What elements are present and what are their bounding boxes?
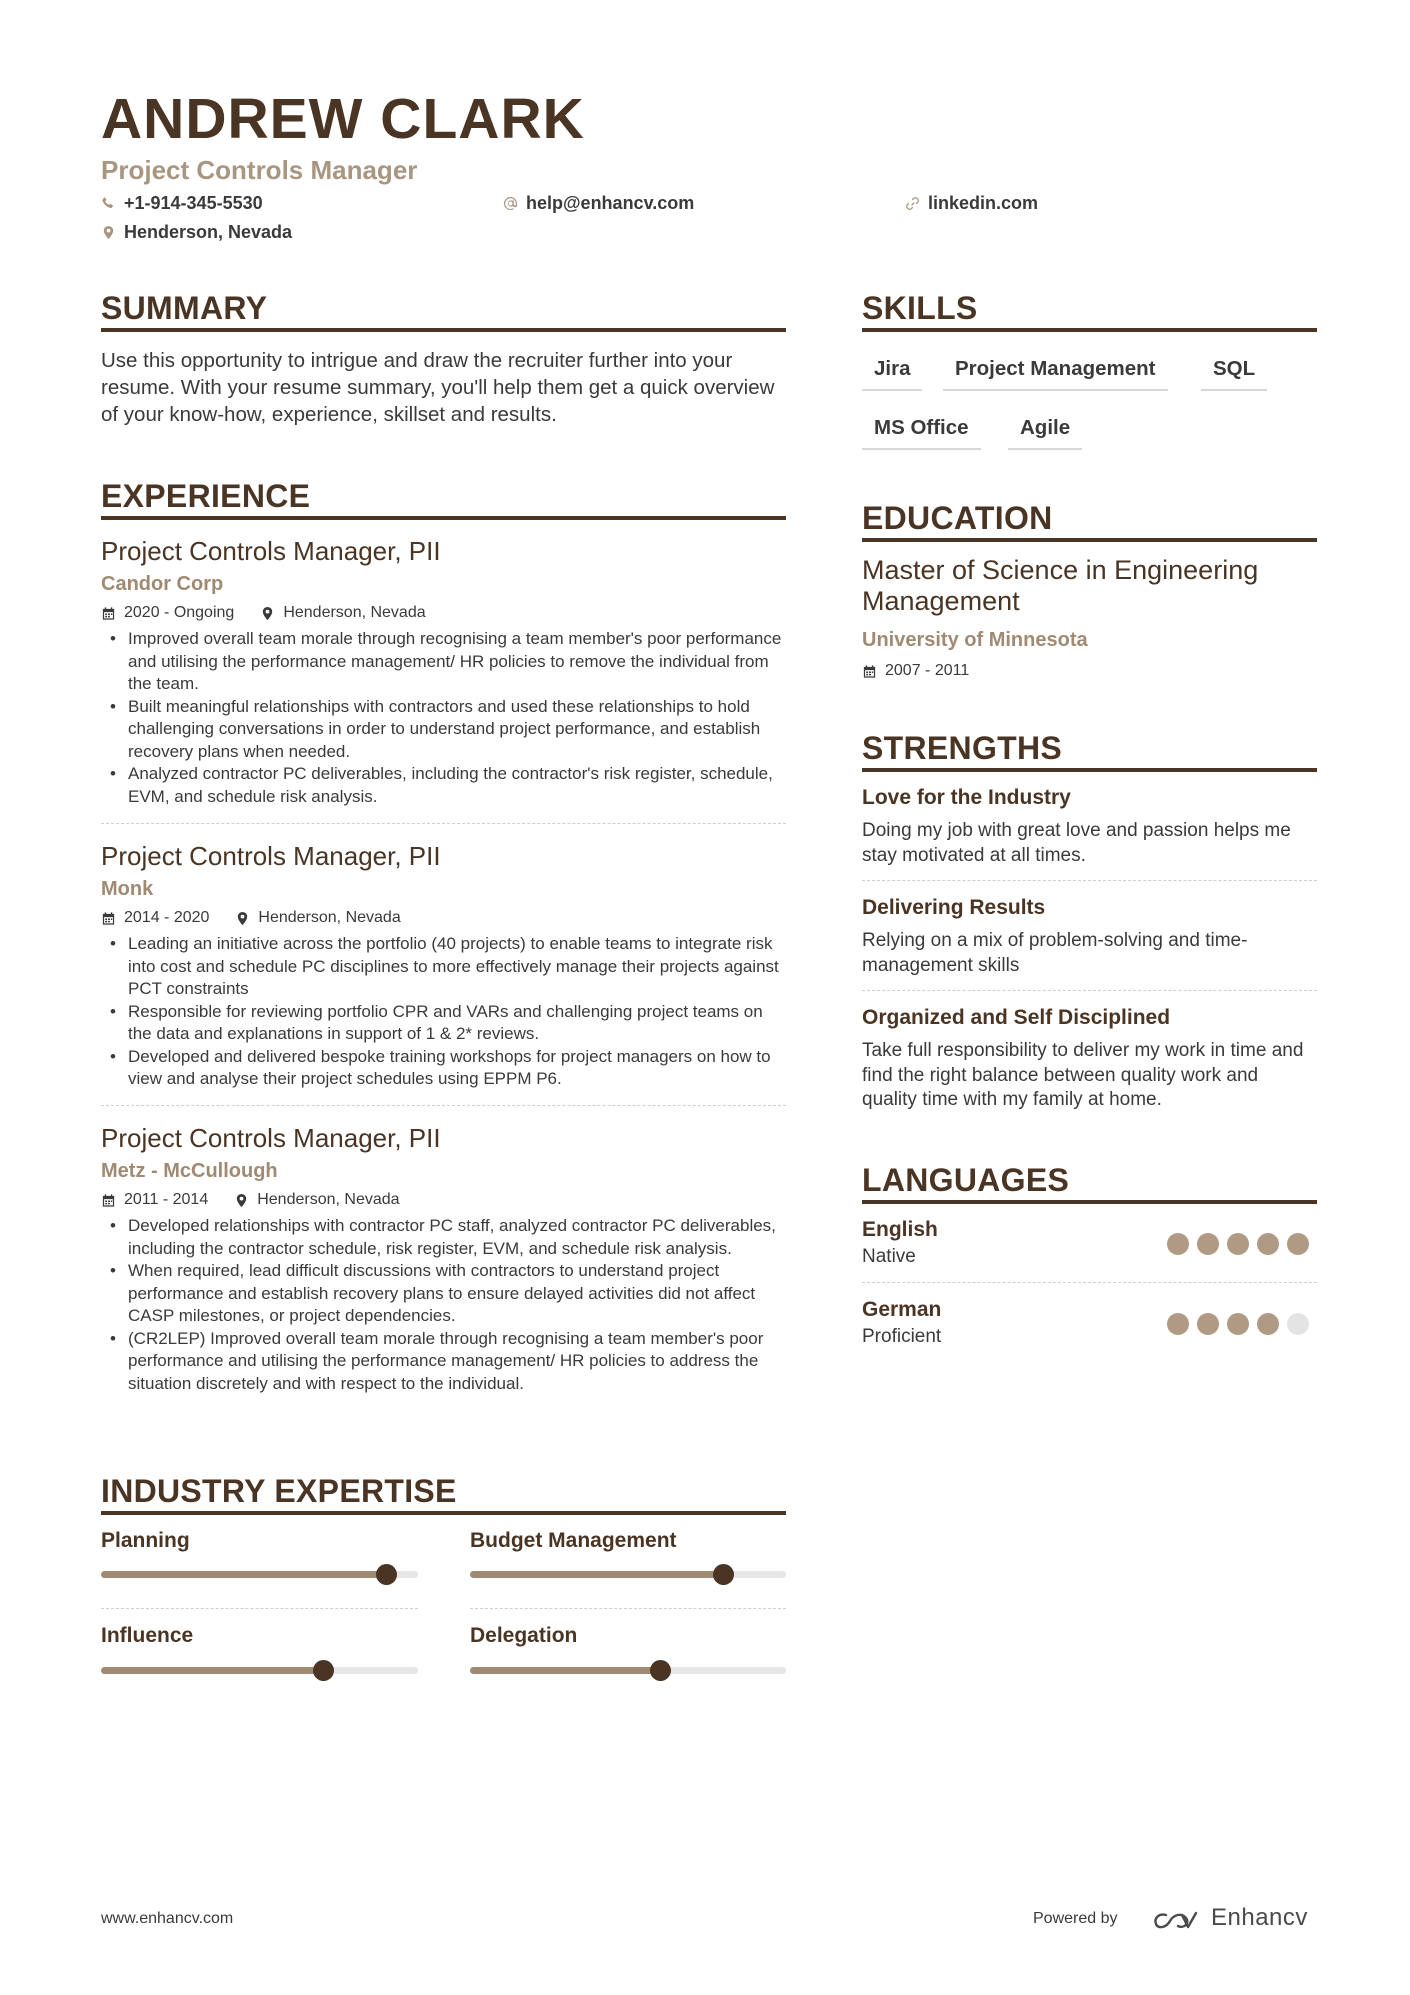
strengths-heading: STRENGTHS bbox=[862, 730, 1063, 766]
location-text: Henderson, Nevada bbox=[124, 222, 293, 242]
languages-heading: LANGUAGES bbox=[862, 1162, 1070, 1198]
expertise-label: Influence bbox=[101, 1624, 194, 1647]
rating-dot-filled bbox=[1287, 1233, 1309, 1255]
contact-phone[interactable] bbox=[101, 191, 263, 215]
email-text: help@enhancv.com bbox=[526, 193, 695, 213]
bullet-item: • Developed relationships with contractor PC staff, analyzed contractor PC deliverables, including the contractor schedule, risk register, EVM, and schedule risk analysis. bbox=[101, 1215, 786, 1260]
expertise-bar-knob bbox=[650, 1660, 671, 1681]
expertise-heading: INDUSTRY EXPERTISE bbox=[101, 1473, 457, 1509]
job-company: Candor Corp bbox=[101, 573, 224, 595]
job-separator bbox=[101, 823, 786, 824]
language-level: Native bbox=[862, 1246, 916, 1267]
language-rating bbox=[1167, 1233, 1317, 1255]
job-location: Henderson, Nevada bbox=[258, 909, 401, 926]
education-heading: EDUCATION bbox=[862, 500, 1053, 536]
languages-divider bbox=[862, 1200, 1317, 1204]
calendar-icon bbox=[101, 606, 116, 621]
job-location: Henderson, Nevada bbox=[283, 604, 426, 621]
expertise-separator bbox=[470, 1608, 786, 1609]
expertise-bar-knob bbox=[313, 1660, 334, 1681]
bullet-item: • Leading an initiative across the portfolio (40 projects) to enable teams to integrate risk into cost and schedule PC disciplines to more effectively manage their projects against PCT constraints bbox=[101, 933, 786, 1001]
location-pin-icon bbox=[234, 1193, 249, 1208]
job-company: Monk bbox=[101, 878, 154, 900]
skill-tag: MS Office bbox=[862, 414, 981, 450]
education-meta bbox=[862, 660, 969, 682]
strength-text: Relying on a mix of problem-solving and time-management skills bbox=[862, 930, 1248, 976]
job-meta bbox=[101, 1189, 786, 1211]
expertise-bar bbox=[470, 1667, 786, 1674]
phone-icon bbox=[101, 196, 116, 211]
expertise-bar-fill bbox=[470, 1667, 660, 1674]
expertise-bar-fill bbox=[101, 1571, 386, 1578]
rating-dot-filled bbox=[1197, 1313, 1219, 1335]
website-text: linkedin.com bbox=[928, 193, 1039, 213]
job-meta bbox=[101, 602, 786, 624]
expertise-label: Budget Management bbox=[470, 1529, 677, 1552]
rating-dot-filled bbox=[1257, 1313, 1279, 1335]
bullet-item: • Improved overall team morale through recognising a team member's poor performance and utilising the performance management/ HR policies to remove the individual from the team. bbox=[101, 628, 786, 696]
job-bullets bbox=[101, 628, 786, 808]
experience-item bbox=[101, 534, 786, 808]
job-separator bbox=[101, 1105, 786, 1106]
job-company: Metz - McCullough bbox=[101, 1160, 278, 1182]
footer-website[interactable]: www.enhancv.com bbox=[101, 1910, 234, 1927]
skill-tag: Project Management bbox=[943, 355, 1168, 391]
expertise-bar-fill bbox=[470, 1571, 723, 1578]
language-level: Proficient bbox=[862, 1326, 942, 1347]
language-rating bbox=[1167, 1313, 1317, 1335]
expertise-bar bbox=[470, 1571, 786, 1578]
rating-dot-filled bbox=[1227, 1313, 1249, 1335]
expertise-bar-knob bbox=[376, 1564, 397, 1585]
bullet-item: • Analyzed contractor PC deliverables, including the contractor's risk register, schedule, EVM, and schedule risk analysis. bbox=[101, 763, 786, 808]
language-name: German bbox=[862, 1298, 942, 1321]
strength-title: Delivering Results bbox=[862, 896, 1046, 919]
expertise-bar bbox=[101, 1667, 418, 1674]
experience-divider bbox=[101, 516, 786, 520]
job-title: Project Controls Manager, PII bbox=[101, 841, 441, 871]
strength-separator bbox=[862, 880, 1317, 881]
expertise-bar bbox=[101, 1571, 418, 1578]
expertise-bar-fill bbox=[101, 1667, 323, 1674]
bullet-item: • Built meaningful relationships with contractors and used these relationships to hold challenging conversations in order to understand project performance, and establish recovery plans when needed. bbox=[101, 696, 786, 764]
summary-divider bbox=[101, 328, 786, 332]
strength-title: Organized and Self Disciplined bbox=[862, 1006, 1171, 1029]
language-name: English bbox=[862, 1218, 938, 1241]
phone-text: +1-914-345-5530 bbox=[124, 193, 263, 213]
location-pin-icon bbox=[101, 225, 116, 240]
job-meta bbox=[101, 907, 786, 929]
bullet-item: • When required, lead difficult discussions with contractors to understand project performance and establish recovery plans to ensure delayed activities did not affect CASP milestones, or project dependencies. bbox=[101, 1260, 786, 1328]
expertise-bar-knob bbox=[713, 1564, 734, 1585]
candidate-name: ANDREW CLARK bbox=[101, 87, 585, 151]
job-bullets bbox=[101, 933, 786, 1091]
location-pin-icon bbox=[260, 606, 275, 621]
footer-powered-by: Powered by bbox=[1033, 1910, 1118, 1927]
strength-text: Doing my job with great love and passion helps me stay motivated at all times. bbox=[862, 820, 1291, 866]
contact-website[interactable] bbox=[905, 191, 1038, 215]
skills-heading: SKILLS bbox=[862, 290, 978, 326]
expertise-separator bbox=[101, 1608, 418, 1609]
skills-divider bbox=[862, 328, 1317, 332]
rating-dot-filled bbox=[1257, 1233, 1279, 1255]
rating-dot-filled bbox=[1227, 1233, 1249, 1255]
strength-title: Love for the Industry bbox=[862, 786, 1071, 809]
location-pin-icon bbox=[235, 911, 250, 926]
bullet-item: • (CR2LEP) Improved overall team morale through recognising a team member's poor performance and utilising the performance management/ HR policies to address the situation discretely and with respect to the individual. bbox=[101, 1328, 786, 1396]
bullet-item: • Responsible for reviewing portfolio CPR and VARs and challenging project teams on the data and explanations in support of 1 & 2* reviews. bbox=[101, 1001, 786, 1046]
rating-dot-filled bbox=[1167, 1233, 1189, 1255]
experience-heading: EXPERIENCE bbox=[101, 478, 311, 514]
strengths-divider bbox=[862, 768, 1317, 772]
strength-separator bbox=[862, 990, 1317, 991]
job-bullets bbox=[101, 1215, 786, 1395]
job-dates: 2014 - 2020 bbox=[124, 909, 210, 926]
experience-item bbox=[101, 839, 786, 1091]
candidate-title: Project Controls Manager bbox=[101, 155, 418, 185]
job-title: Project Controls Manager, PII bbox=[101, 1123, 441, 1153]
job-location: Henderson, Nevada bbox=[257, 1191, 400, 1208]
at-icon bbox=[503, 196, 518, 211]
calendar-icon bbox=[101, 911, 116, 926]
strength-text: Take full responsibility to deliver my work in time and find the right balance between quality work and quality time with my family at home. bbox=[862, 1040, 1304, 1110]
education-dates: 2007 - 2011 bbox=[885, 662, 970, 679]
education-school: University of Minnesota bbox=[862, 629, 1088, 651]
enhancv-logo-icon bbox=[1152, 1909, 1200, 1933]
expertise-label: Delegation bbox=[470, 1624, 578, 1647]
education-divider bbox=[862, 538, 1317, 542]
expertise-label: Planning bbox=[101, 1529, 190, 1552]
job-title: Project Controls Manager, PII bbox=[101, 536, 441, 566]
job-dates: 2011 - 2014 bbox=[124, 1191, 209, 1208]
calendar-icon bbox=[101, 1193, 116, 1208]
contact-location bbox=[101, 220, 292, 244]
expertise-divider bbox=[101, 1511, 786, 1515]
rating-dot-empty bbox=[1287, 1313, 1309, 1335]
skill-tag: SQL bbox=[1201, 355, 1267, 391]
contact-email[interactable] bbox=[503, 191, 694, 215]
skill-tag: Agile bbox=[1008, 414, 1082, 450]
footer-brand[interactable]: Enhancv bbox=[1211, 1904, 1308, 1931]
rating-dot-filled bbox=[1197, 1233, 1219, 1255]
skill-tag: Jira bbox=[862, 355, 922, 391]
rating-dot-filled bbox=[1167, 1313, 1189, 1335]
bullet-item: • Developed and delivered bespoke training workshops for project managers on how to view and analyse their project schedules using EPPM P6. bbox=[101, 1046, 786, 1091]
summary-heading: SUMMARY bbox=[101, 290, 268, 326]
link-icon bbox=[905, 196, 920, 211]
job-dates: 2020 - Ongoing bbox=[124, 604, 235, 621]
education-degree: Master of Science in Engineering Management bbox=[862, 555, 1259, 616]
experience-item bbox=[101, 1121, 786, 1395]
language-separator bbox=[862, 1282, 1317, 1283]
summary-text: Use this opportunity to intrigue and draw the recruiter further into your resume. With your resume summary, you'll help them get a quick overview of your know-how, experience, skillset and results. bbox=[101, 349, 775, 426]
calendar-icon bbox=[862, 664, 877, 679]
